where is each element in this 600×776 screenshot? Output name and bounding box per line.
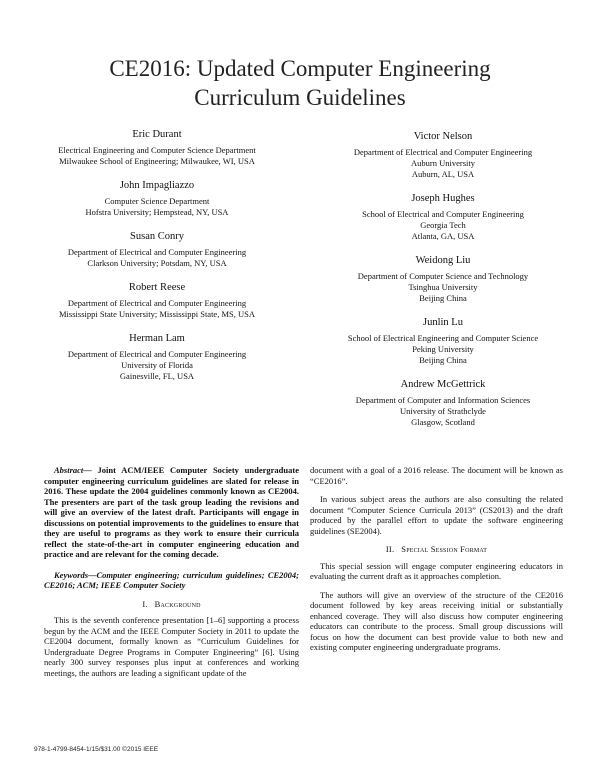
author-affiliation: Auburn University (411, 158, 475, 168)
section-number: I. (142, 598, 148, 609)
author-affiliation: Milwaukee School of Engineering; Milwaukee, WI, USA (59, 156, 255, 166)
paper-title (40, 54, 560, 112)
title-line-1: CE2016: Updated Computer Engineering (109, 56, 491, 81)
author-affiliation: Electrical Engineering and Computer Science Department (58, 145, 256, 155)
author-block (22, 281, 292, 320)
authors-right-column (308, 130, 578, 440)
author-affiliation: University of Florida (121, 360, 193, 370)
author-block (308, 192, 578, 242)
author-name: Herman Lam (129, 333, 185, 344)
author-affiliation: Department of Electrical and Computer Engineering (67, 247, 247, 257)
paragraph: The authors will give an overview of the structure of the CE2016 document followed by key areas receiving initial or substantially enhanced coverage. They will also discuss how computer engineering educators can contribute to the process. Small group discussions will focus on how the document can best provide value to both new and existing computer engineering undergraduate programs. (310, 589, 563, 652)
author-name: Robert Reese (128, 282, 186, 293)
section-number: II. (385, 544, 395, 554)
author-affiliation: Mississippi State University; Mississippi State, MS, USA (59, 309, 255, 319)
abstract-label: Abstract— (54, 465, 92, 475)
author-affiliation: Hofstra University; Hempstead, NY, USA (85, 207, 229, 217)
author-name: Junlin Lu (423, 317, 463, 328)
paragraph: This is the seventh conference presentation [1–6] supporting a process begun by the ACM and the IEEE Computer Society in 2011 to update the CE2004 document, formally known as “Curriculum Guidelines for Undergraduate Degree Programs in Computer Engineering” [6]. Using nearly 300 survey responses plus input at conferences and working meetings, the authors are leading a significant update of the (44, 615, 299, 678)
author-affiliation: Department of Electrical and Computer Engineering (67, 349, 247, 359)
author-block (22, 332, 292, 382)
author-name: Joseph Hughes (411, 193, 475, 204)
author-affiliation: University of Strathclyde (400, 406, 486, 416)
author-name: Weidong Liu (415, 255, 471, 266)
section-title: Background (154, 598, 201, 609)
author-name: Eric Durant (132, 129, 182, 140)
author-name: John Impagliazzo (119, 180, 195, 191)
author-affiliation: Auburn, AL, USA (411, 169, 475, 179)
author-affiliation: Atlanta, GA, USA (411, 231, 475, 241)
author-affiliation: Beijing China (419, 355, 467, 365)
author-affiliation: Department of Computer and Information Sciences (355, 395, 531, 405)
section-heading-special-session (310, 544, 563, 555)
author-affiliation: Clarkson University; Potsdam, NY, USA (87, 258, 227, 268)
author-affiliation: Department of Electrical and Computer Engineering (67, 298, 247, 308)
section-heading-background (44, 599, 299, 610)
author-block (308, 378, 578, 428)
keywords: Keywords—Computer engineering; curriculum guidelines; CE2004; CE2016; ACM; IEEE Computer Society (44, 569, 299, 590)
author-affiliation: Georgia Tech (420, 220, 466, 230)
author-block (22, 128, 292, 167)
author-affiliation: Beijing China (419, 293, 467, 303)
author-block (308, 130, 578, 180)
authors-left-column (22, 128, 292, 394)
paragraph: This special session will engage computer engineering educators in evaluating the current draft as it approaches completion. (310, 560, 563, 581)
author-name: Victor Nelson (413, 131, 473, 142)
author-block (22, 230, 292, 269)
author-block (308, 316, 578, 366)
body-right-column (310, 465, 563, 661)
author-affiliation: Department of Electrical and Computer Engineering (353, 147, 533, 157)
author-affiliation: Peking University (412, 344, 474, 354)
paragraph: In various subject areas the authors are also consulting the related document “Computer Science Curricula 2013” (CS2013) and the draft produced by the parallel effort to update the software engineering guidelines (SE2004). (310, 494, 563, 536)
author-name: Andrew McGettrick (400, 379, 486, 390)
author-affiliation: Computer Science Department (104, 196, 210, 206)
copyright-footer: 978-1-4799-8454-1/15/$31.00 ©2015 IEEE (34, 746, 159, 753)
author-block (308, 254, 578, 304)
body-left-column (44, 465, 299, 686)
author-affiliation: Gainesville, FL, USA (119, 371, 195, 381)
author-block (22, 179, 292, 218)
author-affiliation: School of Electrical and Computer Engineering (362, 209, 524, 219)
title-line-2: Curriculum Guidelines (194, 85, 406, 110)
author-affiliation: Tsinghua University (408, 282, 478, 292)
section-title: Special Session Format (401, 544, 488, 554)
author-name: Susan Conry (130, 231, 184, 242)
author-affiliation: Glasgow, Scotland (411, 417, 475, 427)
abstract (44, 465, 299, 560)
paragraph: document with a goal of a 2016 release. The document will be known as “CE2016”. (310, 465, 563, 486)
author-affiliation: School of Electrical Engineering and Computer Science (347, 333, 539, 343)
author-affiliation: Department of Computer Science and Technology (357, 271, 529, 281)
abstract-text: Joint ACM/IEEE Computer Society undergraduate computer engineering curriculum guidelines are slated for release in 2016. These update the 2004 guidelines commonly known as CE2004. The presenters are part of the task group leading the revisions and will give an overview of the latest draft. Participants will engage in discussions on potential improvements to the guidelines to ensure that they are useful to programs as they work to ensure their curricula reflect the state-of-the-art in computer engineering education and practice and are relevant for the coming decade. (44, 465, 299, 559)
